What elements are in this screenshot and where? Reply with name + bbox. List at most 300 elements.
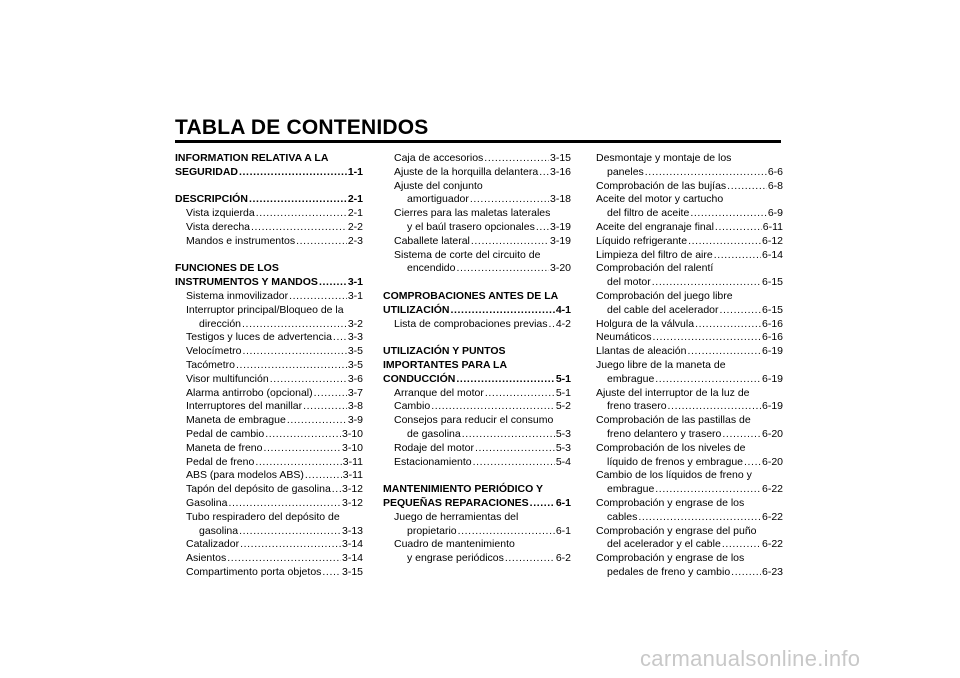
toc-entry-text: Vista izquierda: [186, 207, 255, 220]
toc-page-number: 1-1: [347, 165, 363, 178]
toc-page-number: 3-14: [341, 552, 363, 565]
toc-entry[interactable]: [175, 400, 363, 414]
toc-entry-text: Alarma antirrobo (opcional): [186, 386, 313, 399]
toc-entry-text: cables: [607, 510, 638, 523]
dot-leader: [251, 221, 347, 235]
toc-entry[interactable]: [596, 538, 783, 552]
toc-entry-text: DESCRIPCIÓN: [175, 193, 248, 206]
toc-entry-text: Pedal de cambio: [186, 427, 265, 440]
page-title: TABLA DE CONTENIDOS: [175, 116, 429, 139]
toc-entry: [596, 262, 783, 276]
toc-page-number: 6-15: [761, 303, 783, 316]
dot-leader: [549, 318, 555, 332]
toc-entry[interactable]: [596, 304, 783, 318]
toc-page-number: 6-22: [761, 510, 783, 523]
dot-leader: [688, 345, 761, 359]
toc-entry-text: Gasolina: [186, 496, 228, 509]
toc-section-heading: [383, 290, 571, 304]
toc-entry[interactable]: [175, 456, 363, 470]
toc-entry-text: Arranque del motor: [394, 386, 484, 399]
toc-entry-text: UTILIZACIÓN: [383, 303, 450, 316]
toc-page-number: 3-20: [549, 262, 571, 275]
toc-entry[interactable]: [383, 442, 571, 456]
toc-entry: [383, 180, 571, 194]
toc-entry-text: Holgura de la válvula: [596, 317, 695, 330]
dot-leader: [720, 304, 761, 318]
toc-entry[interactable]: [596, 428, 783, 442]
toc-entry[interactable]: [596, 400, 783, 414]
dot-leader: [265, 428, 341, 442]
dot-leader: [458, 525, 555, 539]
toc-entry[interactable]: [596, 318, 783, 332]
toc-entry-text: Cambio: [394, 400, 431, 413]
toc-entry[interactable]: [596, 566, 783, 580]
toc-entry-text: del filtro de aceite: [607, 207, 690, 220]
toc-section-heading[interactable]: [175, 193, 363, 207]
dot-leader: [722, 538, 761, 552]
toc-entry[interactable]: [175, 331, 363, 345]
toc-entry-text: Desmontaje y montaje de los: [596, 152, 732, 164]
toc-entry[interactable]: [175, 414, 363, 428]
toc-entry-text: Cierres para las maletas laterales: [394, 207, 551, 220]
toc-entry-text: INFORMATION RELATIVA A LA: [175, 152, 329, 164]
toc-page-number: 5-4: [555, 455, 571, 468]
toc-entry[interactable]: [175, 221, 363, 235]
toc-entry-text: Comprobación del juego libre: [596, 289, 733, 302]
toc-entry-text: Juego de herramientas del: [394, 510, 519, 523]
toc-entry-text: Aceite del engranaje final: [596, 220, 714, 233]
dot-leader: [638, 511, 761, 525]
toc-page-number: 6-9: [767, 207, 783, 220]
toc-entry: [383, 249, 571, 263]
dot-leader: [652, 331, 761, 345]
toc-entry-text: FUNCIONES DE LOS: [175, 262, 279, 275]
dot-leader: [333, 331, 347, 345]
toc-entry-text: Tapón del depósito de gasolina: [186, 483, 331, 496]
toc-entry-text: Estacionamiento: [394, 455, 472, 468]
toc-entry: [596, 442, 783, 456]
toc-page-number: 6-22: [761, 483, 783, 496]
dot-leader: [256, 207, 347, 221]
dot-leader: [715, 221, 762, 235]
toc-page-number: 5-2: [555, 400, 571, 413]
toc-entry-text: Caja de accesorios: [394, 152, 484, 164]
toc-page-number: 4-1: [555, 303, 571, 316]
toc-page-number: 3-1: [347, 289, 363, 302]
toc-page-number: 6-8: [767, 179, 783, 192]
toc-entry[interactable]: [175, 469, 363, 483]
dot-leader: [431, 400, 555, 414]
toc-section-heading: [175, 262, 363, 276]
toc-entry[interactable]: [596, 249, 783, 263]
toc-page-number: 6-15: [761, 276, 783, 289]
toc-entry-text: Mandos e instrumentos: [186, 234, 296, 247]
toc-page-number: 3-3: [347, 331, 363, 344]
toc-entry: [175, 511, 363, 525]
toc-page-number: 3-19: [549, 220, 571, 233]
toc-entry-text: Comprobación de las bujías: [596, 179, 727, 192]
toc-page-number: 5-1: [555, 372, 571, 385]
toc-entry: [596, 552, 783, 566]
toc-entry-text: gasolina: [199, 524, 239, 537]
toc-entry[interactable]: [596, 207, 783, 221]
toc-entry-text: Catalizador: [186, 538, 240, 551]
toc-column-1: [175, 152, 363, 580]
toc-entry-text: Vista derecha: [186, 220, 251, 233]
toc-page-number: 3-10: [341, 427, 363, 440]
toc-page-number: 6-1: [555, 496, 571, 509]
toc-entry-text: encendido: [407, 262, 456, 275]
dot-leader: [456, 262, 549, 276]
toc-entry[interactable]: [175, 387, 363, 401]
toc-entry-text: Maneta de embrague: [186, 414, 286, 427]
toc-entry-text: Juego libre de la maneta de: [596, 358, 726, 371]
toc-entry[interactable]: [596, 180, 783, 194]
toc-entry-text: Rodaje del motor: [394, 441, 474, 454]
toc-page-number: 6-6: [767, 165, 783, 178]
dot-leader: [239, 166, 347, 180]
toc-page-number: 6-16: [761, 331, 783, 344]
toc-entry-text: embrague: [607, 372, 655, 385]
toc-entry[interactable]: [383, 456, 571, 470]
toc-entry-text: Lista de comprobaciones previas: [394, 317, 548, 330]
dot-leader: [731, 566, 761, 580]
toc-entry-text: Interruptores del manillar: [186, 400, 303, 413]
dot-leader: [242, 345, 346, 359]
toc-entry-text: y engrase periódicos: [407, 552, 504, 565]
toc-entry-text: Cuadro de mantenimiento: [394, 538, 515, 551]
toc-entry[interactable]: [383, 387, 571, 401]
dot-leader: [688, 235, 761, 249]
toc-entry-text: líquido de frenos y embrague: [607, 455, 744, 468]
toc-spacer: [175, 249, 363, 263]
toc-entry[interactable]: [596, 483, 783, 497]
toc-page-number: 5-1: [555, 386, 571, 399]
toc-entry[interactable]: [596, 511, 783, 525]
toc-entry-text: Velocímetro: [186, 345, 242, 358]
toc-page-number: 3-13: [341, 524, 363, 537]
toc-section-heading: [383, 359, 571, 373]
toc-entry-text: Neumáticos: [596, 331, 652, 344]
dot-leader: [462, 428, 555, 442]
toc-entry-text: Consejos para reducir el consumo: [394, 414, 554, 427]
dot-leader: [539, 166, 549, 180]
toc-entry: [596, 193, 783, 207]
toc-entry: [383, 414, 571, 428]
dot-leader: [655, 483, 761, 497]
dot-leader: [451, 304, 555, 318]
toc-page-number: 2-1: [347, 193, 363, 206]
toc-page-number: 6-1: [555, 524, 571, 537]
toc-entry[interactable]: [383, 318, 571, 332]
toc-entry-text: COMPROBACIONES ANTES DE LA: [383, 289, 559, 302]
toc-entry[interactable]: [596, 276, 783, 290]
toc-entry-text: Ajuste del interruptor de la luz de: [596, 386, 750, 399]
toc-entry[interactable]: [175, 497, 363, 511]
toc-page-number: 6-14: [761, 248, 783, 261]
dot-leader: [263, 442, 341, 456]
dot-leader: [695, 318, 761, 332]
dot-leader: [645, 166, 767, 180]
toc-page-number: 4-2: [555, 317, 571, 330]
toc-entry[interactable]: [596, 166, 783, 180]
toc-page-number: 2-2: [347, 220, 363, 233]
toc-entry-text: Ajuste de la horquilla delantera: [394, 165, 539, 178]
toc-entry-text: Aceite del motor y cartucho: [596, 193, 724, 206]
toc-section-heading[interactable]: [175, 276, 363, 290]
dot-leader: [722, 428, 761, 442]
toc-page-number: 3-11: [342, 469, 363, 482]
toc-entry[interactable]: [596, 331, 783, 345]
toc-entry[interactable]: [175, 538, 363, 552]
dot-leader: [319, 276, 347, 290]
toc-entry[interactable]: [175, 290, 363, 304]
dot-leader: [240, 538, 341, 552]
toc-column-2: [383, 152, 571, 566]
toc-entry-text: Comprobación y engrase de los: [596, 496, 745, 509]
toc-page-number: 2-3: [347, 234, 363, 247]
toc-entry-text: freno trasero: [607, 400, 667, 413]
dot-leader: [314, 387, 347, 401]
dot-leader: [270, 373, 347, 387]
toc-entry: [596, 469, 783, 483]
toc-page-number: 6-19: [761, 400, 783, 413]
toc-entry-text: UTILIZACIÓN Y PUNTOS: [383, 345, 506, 358]
dot-leader: [227, 552, 341, 566]
toc-page-number: 3-9: [347, 414, 363, 427]
toc-page-number: 3-14: [341, 538, 363, 551]
toc-entry-text: Cambio de los líquidos de freno y: [596, 469, 752, 482]
toc-entry-text: embrague: [607, 483, 655, 496]
toc-entry: [596, 414, 783, 428]
toc-entry-text: de gasolina: [407, 427, 461, 440]
dot-leader: [714, 249, 761, 263]
toc-page-number: 6-2: [555, 552, 571, 565]
toc-entry[interactable]: [175, 345, 363, 359]
dot-leader: [471, 235, 549, 249]
toc-entry[interactable]: [175, 428, 363, 442]
toc-page-number: 3-2: [347, 317, 363, 330]
dot-leader: [228, 497, 341, 511]
toc-entry-text: PEQUEÑAS REPARACIONES: [383, 496, 529, 509]
toc-entry-text: ABS (para modelos ABS): [186, 469, 304, 482]
watermark: carmanualsonline.info: [640, 646, 861, 671]
toc-entry[interactable]: [383, 221, 571, 235]
dot-leader: [473, 456, 555, 470]
toc-entry[interactable]: [175, 235, 363, 249]
toc-entry-text: Comprobación de las pastillas de: [596, 414, 751, 427]
toc-entry-text: paneles: [607, 165, 644, 178]
toc-section-heading[interactable]: [175, 166, 363, 180]
toc-section-heading[interactable]: [383, 373, 571, 387]
toc-section-heading[interactable]: [383, 497, 571, 511]
dot-leader: [242, 318, 347, 332]
toc-entry-text: del acelerador y el cable: [607, 538, 721, 551]
dot-leader: [456, 373, 554, 387]
toc-column-3: [596, 152, 783, 580]
toc-entry[interactable]: [596, 345, 783, 359]
toc-entry-text: Líquido refrigerante: [596, 234, 688, 247]
toc-entry[interactable]: [175, 207, 363, 221]
dot-leader: [303, 400, 347, 414]
toc-entry[interactable]: [383, 262, 571, 276]
dot-leader: [239, 525, 341, 539]
dot-leader: [255, 456, 341, 470]
toc-page-number: 3-19: [549, 234, 571, 247]
toc-entry-text: freno delantero y trasero: [607, 427, 722, 440]
toc-entry-text: Caballete lateral: [394, 234, 470, 247]
toc-entry-text: Sistema inmovilizador: [186, 289, 289, 302]
toc-entry-text: INSTRUMENTOS Y MANDOS: [175, 276, 318, 289]
toc-page-number: 3-12: [341, 496, 363, 509]
dot-leader: [249, 193, 347, 207]
toc-entry-text: y el baúl trasero opcionales: [407, 220, 535, 233]
toc-entry: [596, 497, 783, 511]
dot-leader: [530, 497, 555, 511]
toc-entry-text: pedales de freno y cambio: [607, 565, 731, 578]
dot-leader: [332, 483, 341, 497]
toc-spacer: [383, 331, 571, 345]
dot-leader: [668, 400, 761, 414]
toc-entry-text: MANTENIMIENTO PERIÓDICO Y: [383, 483, 544, 496]
dot-leader: [727, 180, 767, 194]
toc-page-number: 3-7: [347, 386, 363, 399]
toc-entry: [383, 511, 571, 525]
dot-leader: [690, 207, 767, 221]
dot-leader: [652, 276, 761, 290]
toc-entry[interactable]: [383, 428, 571, 442]
toc-entry[interactable]: [383, 235, 571, 249]
toc-page-number: 3-15: [549, 152, 571, 164]
toc-page-number: 3-6: [347, 372, 363, 385]
toc-entry: [596, 359, 783, 373]
toc-entry-text: SEGURIDAD: [175, 165, 239, 178]
toc-section-heading: [175, 152, 363, 166]
toc-entry-text: Asientos: [186, 552, 227, 565]
dot-leader: [470, 193, 549, 207]
toc-page-number: 2-1: [347, 207, 363, 220]
dot-leader: [296, 235, 347, 249]
toc-page-number: 3-12: [341, 483, 363, 496]
toc-entry[interactable]: [175, 318, 363, 332]
toc-page-number: 3-1: [347, 276, 363, 289]
dot-leader: [655, 373, 761, 387]
toc-entry-text: propietario: [407, 524, 457, 537]
toc-entry[interactable]: [596, 235, 783, 249]
dot-leader: [322, 566, 341, 580]
toc-entry: [383, 207, 571, 221]
toc-page-number: 3-10: [341, 441, 363, 454]
toc-entry[interactable]: [175, 442, 363, 456]
title-rule: [175, 140, 781, 143]
toc-section-heading[interactable]: [383, 304, 571, 318]
toc-entry: [596, 387, 783, 401]
toc-page-number: 5-3: [555, 441, 571, 454]
toc-entry[interactable]: [175, 359, 363, 373]
dot-leader: [744, 456, 761, 470]
toc-entry[interactable]: [383, 152, 571, 166]
toc-entry[interactable]: [596, 456, 783, 470]
toc-page-number: 5-3: [555, 427, 571, 440]
toc-section-heading: [383, 345, 571, 359]
toc-entry[interactable]: [383, 552, 571, 566]
dot-leader: [505, 552, 555, 566]
toc-entry[interactable]: [596, 373, 783, 387]
dot-leader: [485, 387, 555, 401]
toc-entry[interactable]: [596, 221, 783, 235]
toc-entry-text: Comprobación de los niveles de: [596, 441, 746, 454]
toc-entry[interactable]: [175, 373, 363, 387]
dot-leader: [484, 152, 549, 166]
toc-page-number: 6-20: [761, 455, 783, 468]
toc-page-number: 6-12: [761, 234, 783, 247]
toc-page-number: 3-11: [342, 455, 363, 468]
toc-entry: [175, 304, 363, 318]
toc-page-number: 6-16: [761, 317, 783, 330]
dot-leader: [289, 290, 347, 304]
toc-entry[interactable]: [175, 552, 363, 566]
toc-page-number: 6-22: [761, 538, 783, 551]
toc-page-number: 3-15: [341, 565, 363, 578]
toc-entry-text: Comprobación del ralentí: [596, 262, 714, 275]
toc-entry-text: IMPORTANTES PARA LA: [383, 358, 508, 371]
toc-entry-text: Llantas de aleación: [596, 345, 687, 358]
toc-entry[interactable]: [175, 566, 363, 580]
toc-page-number: 3-5: [347, 345, 363, 358]
toc-entry-text: Tubo respiradero del depósito de: [186, 510, 340, 523]
toc-entry-text: Testigos y luces de advertencia: [186, 331, 332, 344]
toc-entry-text: dirección: [199, 317, 242, 330]
toc-entry[interactable]: [383, 400, 571, 414]
toc-entry-text: amortiguador: [407, 193, 469, 206]
dot-leader: [536, 221, 549, 235]
toc-page-number: 3-16: [549, 165, 571, 178]
dot-leader: [287, 414, 347, 428]
toc-entry: [596, 525, 783, 539]
toc-entry-text: Comprobación y engrase de los: [596, 552, 745, 565]
toc-entry-text: Ajuste del conjunto: [394, 179, 483, 192]
toc-spacer: [383, 469, 571, 483]
toc-page-number: 6-20: [761, 427, 783, 440]
toc-entry-text: Limpieza del filtro de aire: [596, 248, 713, 261]
toc-entry-text: Pedal de freno: [186, 455, 255, 468]
toc-entry[interactable]: [383, 193, 571, 207]
toc-section-heading: [383, 483, 571, 497]
toc-page-number: 3-8: [347, 400, 363, 413]
dot-leader: [475, 442, 555, 456]
toc-entry-text: del cable del acelerador: [607, 303, 719, 316]
toc-entry: [596, 152, 783, 166]
toc-page-number: 6-19: [761, 372, 783, 385]
toc-page-number: 6-11: [762, 220, 783, 233]
toc-entry-text: Comprobación y engrase del puño: [596, 524, 757, 537]
toc-entry: [383, 538, 571, 552]
dot-leader: [305, 469, 342, 483]
toc-entry-text: Maneta de freno: [186, 441, 263, 454]
toc-entry-text: Interruptor principal/Bloqueo de la: [186, 303, 344, 316]
toc-entry-text: Tacómetro: [186, 358, 236, 371]
toc-entry[interactable]: [175, 483, 363, 497]
toc-spacer: [383, 276, 571, 290]
toc-entry[interactable]: [175, 525, 363, 539]
dot-leader: [236, 359, 347, 373]
toc-page-number: 6-23: [761, 565, 783, 578]
toc-entry[interactable]: [383, 166, 571, 180]
toc-entry-text: CONDUCCIÓN: [383, 372, 456, 385]
toc-page-number: 3-18: [549, 193, 571, 206]
toc-spacer: [175, 180, 363, 194]
toc-entry[interactable]: [383, 525, 571, 539]
